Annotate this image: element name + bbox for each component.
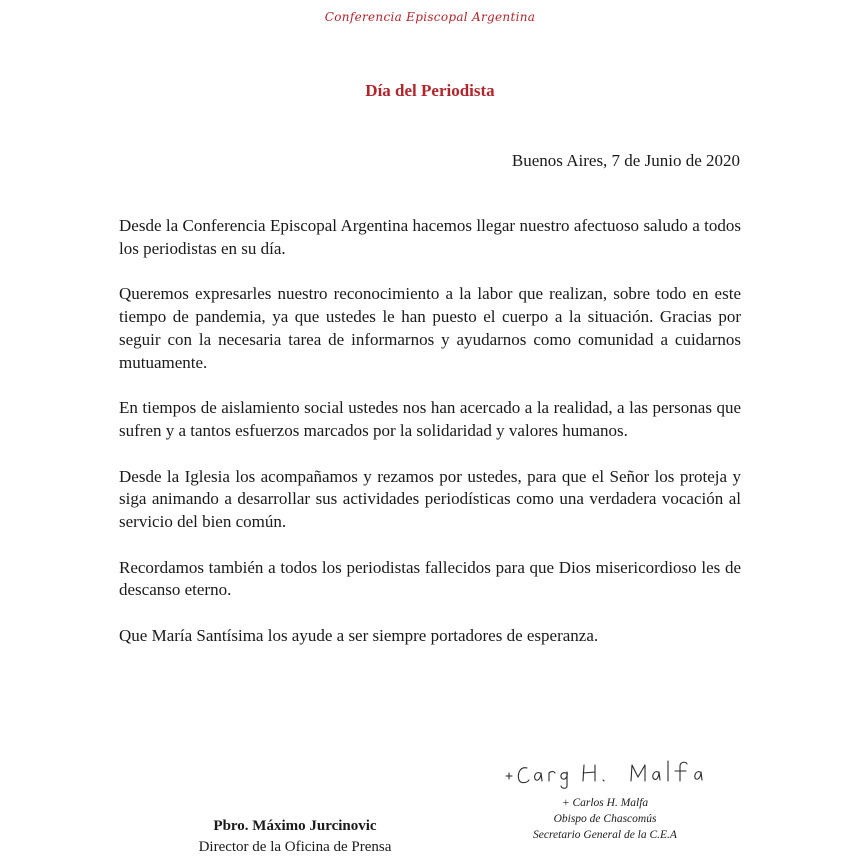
signatory-left xyxy=(140,816,450,858)
paragraph: Que María Santísima los ayude a ser siempre portadores de esperanza. xyxy=(119,626,599,646)
letterhead: Conferencia Episcopal Argentina xyxy=(324,10,536,24)
dateline: Buenos Aires, 7 de Junio de 2020 xyxy=(511,151,740,170)
paragraph: Queremos expresarles nuestro reconocimiento a la labor que realizan, sobre todo en este tiempo de pandemia, ya que ustedes le han puesto el cuerpo a la situación. Gracias por seguir con la necesaria tarea de informarnos y ayudarnos como comunidad a cuidarnos mutuamente. xyxy=(119,284,741,372)
signatory-name: Pbro. Máximo Jurcinovic xyxy=(213,818,377,834)
signatory-right xyxy=(480,795,730,843)
signatory-role: Director de la Oficina de Prensa xyxy=(198,839,392,855)
signatory-role: Obispo de Chascomús xyxy=(553,813,657,825)
paragraph: Desde la Iglesia los acompañamos y rezamos por ustedes, para que el Señor los proteja y siga animando a desarrollar sus actividades periodísticas como una verdadera vocación al servicio del bien común. xyxy=(119,466,741,532)
paragraph: Recordamos también a todos los periodistas fallecidos para que Dios misericordioso les de descanso eterno. xyxy=(119,557,741,600)
paragraph: Desde la Conferencia Episcopal Argentina hacemos llegar nuestro afectuoso saludo a todos los periodistas en su día. xyxy=(119,216,741,258)
paragraph: En tiempos de aislamiento social ustedes nos han acercado a la realidad, a las personas que sufren y a tantos esfuerzos marcados por la solidaridad y valores humanos. xyxy=(119,398,741,440)
document-title: Día del Periodista xyxy=(365,81,495,100)
signatory-name: + Carlos H. Malfa xyxy=(561,797,649,809)
signatory-role: Secretario General de la C.E.A xyxy=(533,829,677,841)
letter-body xyxy=(119,215,741,671)
handwritten-signature xyxy=(500,756,750,792)
